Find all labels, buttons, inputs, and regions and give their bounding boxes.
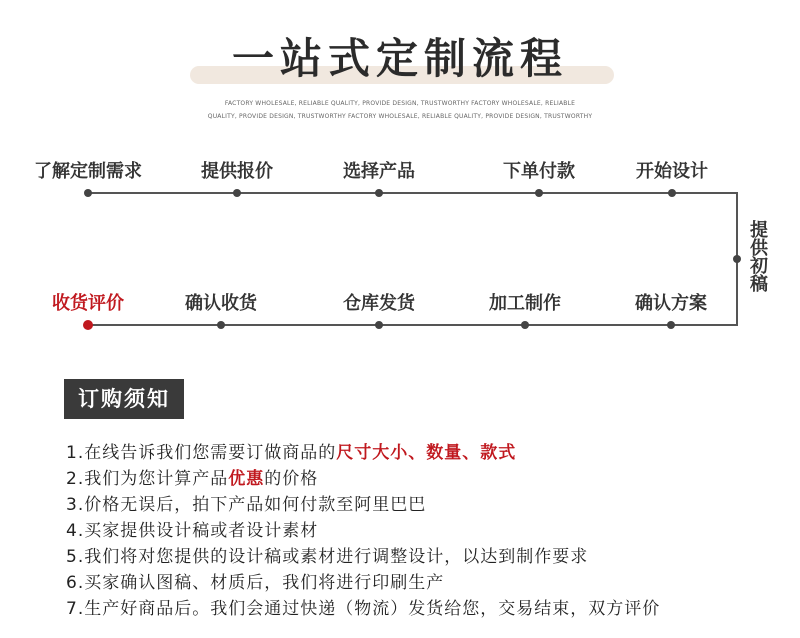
step-bottom-3: 仓库发货 [343,293,415,314]
notice-item-text: 1.在线告诉我们您需要订做商品的 [66,443,337,463]
notice-item-text: 4.买家提供设计稿或者设计素材 [66,521,319,541]
step-dot [233,189,241,197]
notice-item-highlight: 优惠 [228,469,265,489]
notice-item-text-post: 的价格 [264,469,319,489]
notice-item-text: 6.买家确认图稿、材质后，我们将进行印刷生产 [66,573,445,593]
notice-item [66,570,786,596]
notice-item [66,492,786,518]
notice-item [66,596,786,622]
step-dot [668,189,676,197]
step-top-5: 开始设计 [636,161,708,182]
step-dot [217,321,225,329]
notice-item-highlight: 尺寸大小、数量、款式 [336,443,517,463]
notice-list [66,440,786,622]
step-dot [521,321,529,329]
notice-item-text: 2.我们为您计算产品 [66,469,229,489]
step-top-3: 选择产品 [343,161,415,182]
step-top-4: 下单付款 [503,161,575,182]
notice-item-text: 3.价格无误后，拍下产品如何付款至阿里巴巴 [66,495,427,515]
notice-item [66,518,786,544]
step-top-1: 了解定制需求 [34,161,142,182]
step-bottom-5: 确认方案 [635,293,707,314]
step-dot [733,255,741,263]
notice-heading: 订购须知 [64,379,184,419]
notice-item-text: 5.我们将对您提供的设计稿或素材进行调整设计，以达到制作要求 [66,547,589,567]
step-dot [375,189,383,197]
step-bottom-1: 收货评价 [52,293,124,314]
subtitle-line-2: QUALITY, PROVIDE DESIGN, TRUSTWORTHY FACTORY WHOLESALE, RELIABLE QUALITY, PROVIDE DESIGN, TRUSTWORTHY [207,113,593,120]
step-bottom-4: 加工制作 [489,293,561,314]
notice-item [66,466,786,492]
step-dot [535,189,543,197]
page-title: 一站式定制流程 [231,34,568,83]
step-bottom-2: 确认收货 [185,293,257,314]
step-dot [84,189,92,197]
notice-item [66,544,786,570]
step-dot [83,320,93,330]
step-dot [375,321,383,329]
step-side: 提供初稿 [750,220,768,295]
subtitle-line-1: FACTORY WHOLESALE, RELIABLE QUALITY, PROVIDE DESIGN, TRUSTWORTHY FACTORY WHOLESALE, RELIABLE [224,100,576,107]
notice-item [66,440,786,466]
notice-item-text: 7.生产好商品后。我们会通过快递（物流）发货给您，交易结束，双方评价 [66,599,661,619]
step-top-2: 提供报价 [201,161,273,182]
step-dot [667,321,675,329]
